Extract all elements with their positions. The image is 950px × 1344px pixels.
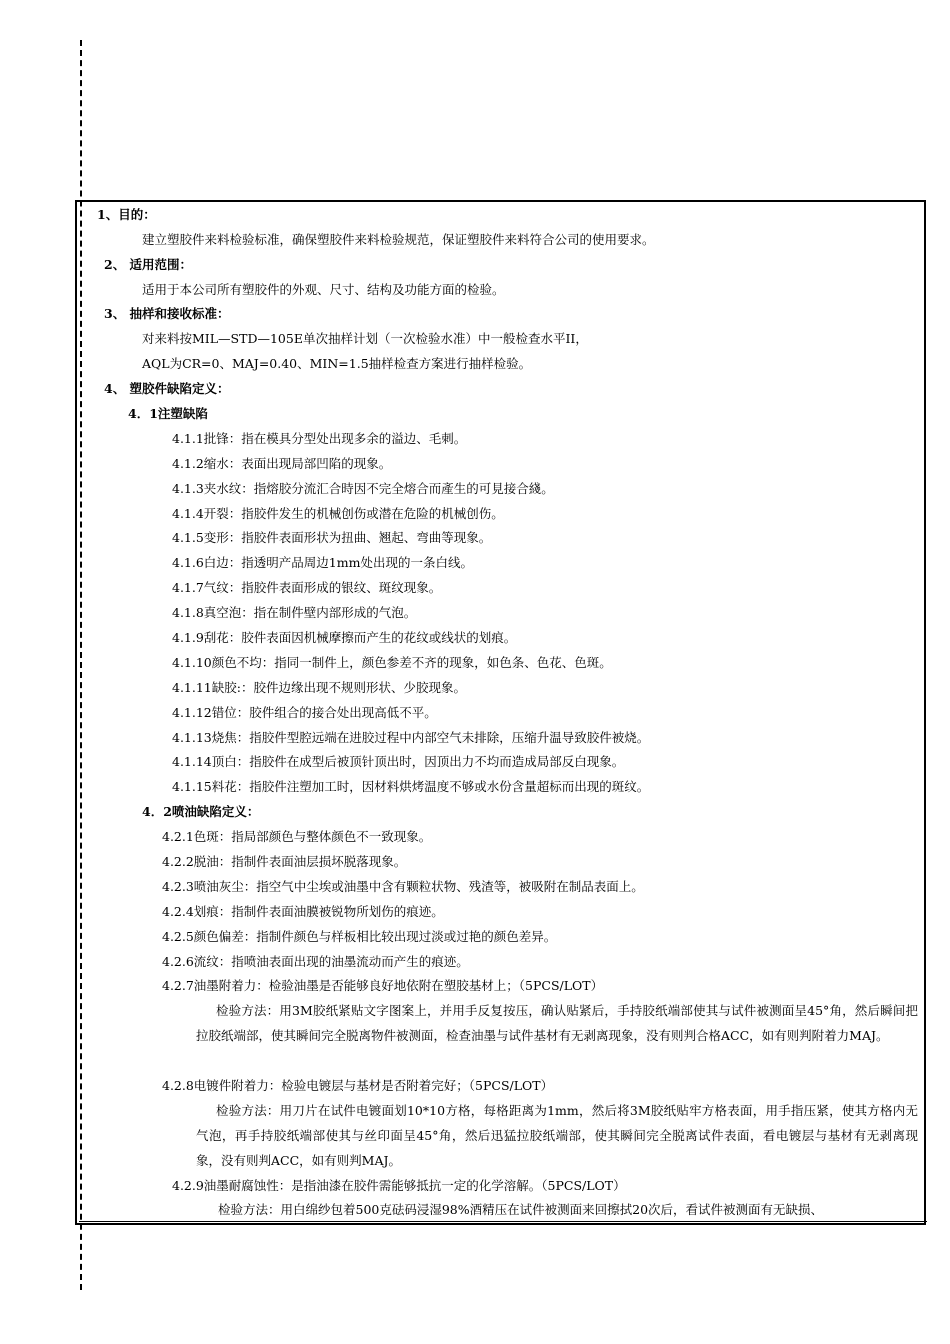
list-item: 4.2.6流纹：指喷油表面出现的油墨流动而产生的痕迹。	[162, 954, 469, 969]
list-item: 4.1.6白边：指透明产品周边1mm处出现的一条白线。	[172, 555, 473, 570]
item-4-2-8-title: 4.2.8电镀件附着力：检验电镀层与基材是否附着完好；（5PCS/LOT）	[162, 1078, 554, 1093]
list-item: 4.1.4开裂：指胶件发生的机械创伤或潜在危险的机械创伤。	[172, 506, 504, 521]
section-1-title: 1、目的：	[97, 207, 156, 222]
frame-inner-rule	[79, 1221, 927, 1222]
list-item: 4.2.5颜色偏差：指制件颜色与样板相比较出现过淡或过艳的颜色差异。	[162, 929, 557, 944]
list-item: 4.1.9刮花：胶件表面因机械摩擦而产生的花纹或线状的划痕。	[172, 630, 517, 645]
list-item: 4.1.7气纹：指胶件表面形成的银纹、斑纹现象。	[172, 580, 442, 595]
list-item: 4.1.11缺胶:：胶件边缘出现不规则形状、少胶现象。	[172, 680, 466, 695]
section-4-2-title: 4．2喷油缺陷定义：	[142, 804, 260, 819]
item-4-2-7-method: 检验方法：用3M胶纸紧贴文字图案上，并用手反复按压，确认贴紧后，手持胶纸端部使其与试件被测面呈45°角，然后瞬间把拉胶纸端部，使其瞬间完全脱离物件被测面，检查油墨与试件基材有无剥离现象，没有则判合格ACC，如有则判附着力MAJ。	[196, 1003, 918, 1043]
section-1-body: 建立塑胶件来料检验标准，确保塑胶件来料检验规范，保证塑胶件来料符合公司的使用要求。	[142, 232, 655, 247]
item-4-2-9-method: 检验方法：用白绵纱包着500克砝码浸湿98%酒精压在试件被测面来回擦拭20次后，看试件被测面有无缺损、	[218, 1202, 824, 1217]
list-item: 4.1.5变形：指胶件表面形状为扭曲、翘起、弯曲等现象。	[172, 530, 492, 545]
section-2-body: 适用于本公司所有塑胶件的外观、尺寸、结构及功能方面的检验。	[142, 282, 505, 297]
list-item: 4.1.2缩水：表面出现局部凹陷的现象。	[172, 456, 392, 471]
item-4-2-7-title: 4.2.7油墨附着力：检验油墨是否能够良好地依附在塑胶基材上；（5PCS/LOT）	[162, 978, 604, 993]
section-3-title: 3、 抽样和接收标准：	[104, 306, 230, 321]
list-item: 4.2.3喷油灰尘：指空气中尘埃或油墨中含有颗粒状物、残渣等，被吸附在制品表面上。	[162, 879, 644, 894]
section-3-body-line-1: 对来料按MIL—STD—105E单次抽样计划（一次检验水准）中一般检查水平II，	[142, 331, 588, 346]
section-4-1-title: 4．1注塑缺陷	[128, 406, 208, 421]
item-4-2-9-title: 4.2.9油墨耐腐蚀性：是指油漆在胶件需能够抵抗一定的化学溶解。（5PCS/LOT）	[172, 1178, 626, 1193]
list-item: 4.1.14顶白：指胶件在成型后被顶针顶出时，因顶出力不均而造成局部反白现象。	[172, 754, 625, 769]
section-2-title: 2、 适用范围：	[104, 257, 193, 272]
list-item: 4.1.1批锋：指在模具分型处出现多余的溢边、毛刺。	[172, 431, 467, 446]
list-item: 4.1.12错位：胶件组合的接合处出现高低不平。	[172, 705, 437, 720]
list-item: 4.1.10颜色不均：指同一制件上，颜色参差不齐的现象，如色条、色花、色斑。	[172, 655, 612, 670]
list-item: 4.1.3夹水纹：指熔胶分流汇合時因不完全熔合而產生的可見接合綫。	[172, 481, 554, 496]
list-item: 4.1.8真空泡：指在制件壁内部形成的气泡。	[172, 605, 417, 620]
section-3-body-line-2: AQL为CR=0、MAJ=0.40、MIN=1.5抽样检查方案进行抽样检验。	[142, 356, 532, 371]
list-item: 4.2.1色斑：指局部颜色与整体颜色不一致现象。	[162, 829, 432, 844]
list-item: 4.2.2脱油：指制件表面油层损坏脱落现象。	[162, 854, 407, 869]
section-4-title: 4、 塑胶件缺陷定义：	[104, 381, 230, 396]
item-4-2-8-method: 检验方法：用刀片在试件电镀面划10*10方格，每格距离为1mm，然后将3M胶纸贴牢方格表面，用手指压紧，使其方格内无气泡，再手持胶纸端部使其与丝印面呈45°角，然后迅猛拉胶纸端部，使其瞬间完全脱离试件表面，看电镀层与基材有无剥离现象，没有则判ACC，如有则判MAJ。	[196, 1103, 918, 1168]
list-item: 4.2.4划痕：指制件表面油膜被锐物所划伤的痕迹。	[162, 904, 444, 919]
list-item: 4.1.15料花：指胶件注塑加工时，因材料烘烤温度不够或水份含量超标而出现的斑纹。	[172, 779, 650, 794]
list-item: 4.1.13烧焦：指胶件型腔远端在进胶过程中内部空气未排除，压缩升温导致胶件被烧。	[172, 730, 650, 745]
